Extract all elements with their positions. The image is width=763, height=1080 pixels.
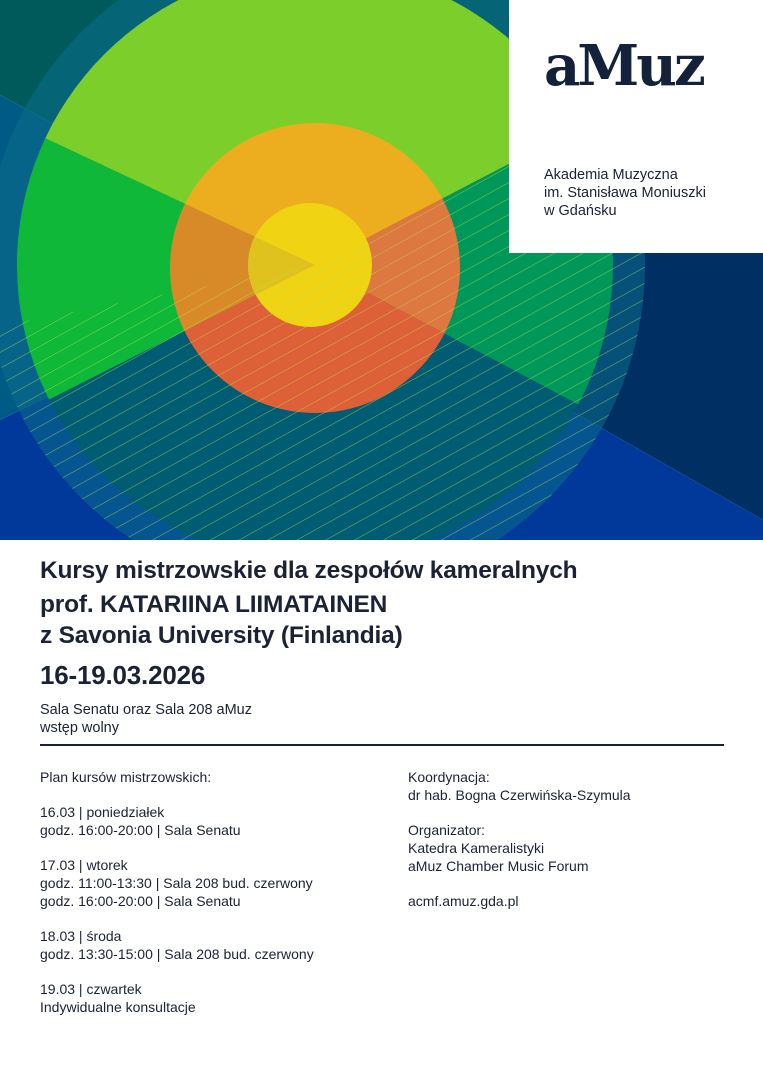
organizer: aMuz Chamber Music Forum xyxy=(408,857,589,874)
day-label: 18.03 | środa xyxy=(40,928,122,945)
institution-line: w Gdańsku xyxy=(544,203,617,219)
coordination-label: Koordynacja: xyxy=(408,769,490,785)
admission: wstęp wolny xyxy=(40,720,119,736)
session-line: Indywidualne konsultacje xyxy=(40,999,196,1016)
title-line: Kursy mistrzowskie dla zespołów kameralnych xyxy=(40,557,578,584)
coordinator: dr hab. Bogna Czerwińska-Szymula xyxy=(408,786,631,803)
amuz-logo: aMuz xyxy=(544,33,703,99)
session-line: godz. 16:00-20:00 | Sala Senatu xyxy=(40,892,241,909)
institution-name xyxy=(544,166,706,220)
event-date: 16-19.03.2026 xyxy=(40,660,206,690)
session-line: godz. 13:30-15:00 | Sala 208 bud. czerwony xyxy=(40,945,314,962)
divider xyxy=(40,744,724,746)
day-label: 16.03 | poniedziałek xyxy=(40,804,165,821)
website-link[interactable]: acmf.amuz.gda.pl xyxy=(408,892,519,909)
schedule-day xyxy=(40,857,314,910)
event-info xyxy=(408,769,631,928)
day-label: 17.03 | wtorek xyxy=(40,857,128,874)
session-line: godz. 11:00-13:30 | Sala 208 bud. czerwony xyxy=(40,875,313,892)
session-line: godz. 16:00-20:00 | Sala Senatu xyxy=(40,822,241,839)
title-line: z Savonia University (Finlandia) xyxy=(40,622,403,649)
schedule-day xyxy=(40,928,314,963)
schedule-day xyxy=(40,981,314,1016)
institution-line: im. Stanisława Moniuszki xyxy=(544,185,706,201)
institution-line: Akademia Muzyczna xyxy=(544,167,678,183)
title-line: prof. KATARIINA LIIMATAINEN xyxy=(40,591,388,618)
organizer-label: Organizator: xyxy=(408,822,486,839)
schedule-day xyxy=(40,804,314,839)
venue: Sala Senatu oraz Sala 208 aMuz xyxy=(40,702,252,718)
schedule-heading: Plan kursów mistrzowskich: xyxy=(40,769,212,785)
organizer: Katedra Kameralistyki xyxy=(408,839,545,856)
schedule xyxy=(40,769,314,1034)
day-label: 19.03 | czwartek xyxy=(40,981,142,998)
logo-panel xyxy=(509,0,763,253)
